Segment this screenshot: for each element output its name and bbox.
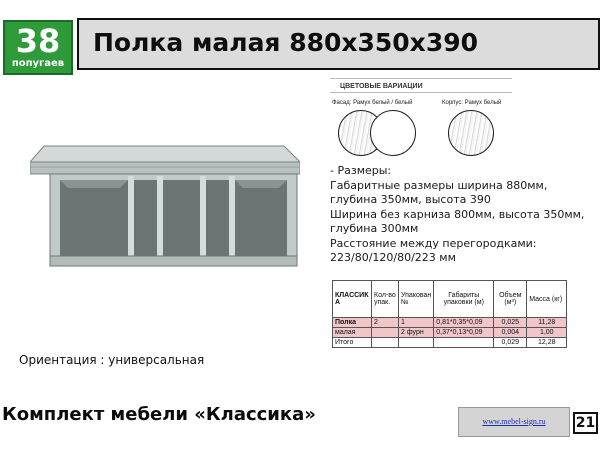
table-cell: 1,00	[527, 328, 567, 338]
table-cell: 12,28	[527, 338, 567, 348]
logo-word: попугаев	[11, 58, 65, 69]
table-cell: 0,004	[494, 328, 527, 338]
spec-line: Расстояние между перегородками:	[330, 236, 537, 250]
body-label: Корпус: Рамух белый	[442, 100, 502, 106]
shelf-bottom-board	[50, 256, 297, 266]
spec-line: 223/80/120/80/223 мм	[330, 251, 456, 264]
table-header: Упакован №	[399, 281, 434, 318]
spec-line: глубина 350мм, высота 390	[330, 193, 491, 206]
table-row	[333, 318, 567, 328]
page-number: 21	[573, 412, 598, 434]
table-cell	[434, 338, 494, 348]
shelf-illustration	[30, 140, 300, 270]
table-cell: Итого	[333, 338, 372, 348]
table-cell: 0,025	[494, 318, 527, 328]
spec-line: Ширина без карниза 800мм, высота 350мм,	[330, 207, 585, 221]
website-link[interactable]: www.mebel-sign.ru	[482, 417, 546, 426]
table-cell: 0,37*0,13*0,09	[434, 328, 494, 338]
spec-heading: - Размеры:	[330, 164, 392, 177]
table-cell: 0,029	[494, 338, 527, 348]
table-cell: 11,28	[527, 318, 567, 328]
packaging-table	[332, 280, 567, 348]
table-cell: малая	[333, 328, 372, 338]
facade-label: Фасад: Рамух белый / белый	[332, 100, 413, 106]
logo-number: 38	[15, 22, 61, 60]
body-swatch	[448, 110, 494, 156]
shelf-compartment-1	[60, 180, 128, 256]
table-row	[333, 338, 567, 348]
shelf-cornice-top	[30, 146, 300, 162]
table-header: Масса (кг)	[527, 281, 567, 318]
footer-title: Комплект мебели «Классика»	[2, 404, 316, 425]
shelf-cornice-front	[30, 162, 300, 174]
shelf-compartment-4	[206, 180, 229, 256]
color-variants-panel	[330, 78, 512, 160]
spec-line: глубина 300мм	[330, 222, 419, 235]
table-header: Кол-во упак.	[372, 281, 399, 318]
table-header: КЛАССИК А	[333, 281, 372, 318]
website-box	[458, 407, 570, 437]
table-cell: 2	[372, 318, 399, 328]
table-cell	[399, 338, 434, 348]
orientation-note: Ориентация : универсальная	[19, 353, 205, 367]
table-header: Габариты упаковки (м)	[434, 281, 494, 318]
table-header: Объем (м³)	[494, 281, 527, 318]
title-bar	[77, 18, 600, 70]
table-cell: Полка	[333, 318, 372, 328]
table-cell: 2 фурн	[399, 328, 434, 338]
color-variants-header: ЦВЕТОВЫЕ ВАРИАЦИИ	[330, 78, 512, 93]
shelf-compartment-5	[235, 180, 287, 256]
facade-swatch-2	[370, 110, 416, 156]
table-cell: 0,81*0,35*0,09	[434, 318, 494, 328]
table-cell	[372, 338, 399, 348]
shelf-compartment-2	[134, 180, 157, 256]
page-title: Полка малая 880х350х390	[93, 28, 478, 57]
logo-badge	[3, 20, 73, 75]
table-header-row	[333, 281, 567, 318]
spec-line: Габаритные размеры ширина 880мм,	[330, 178, 548, 192]
table-cell: 1	[399, 318, 434, 328]
spec-block	[330, 164, 590, 266]
table-row	[333, 328, 567, 338]
table-cell	[372, 328, 399, 338]
shelf-compartment-3	[163, 180, 200, 256]
